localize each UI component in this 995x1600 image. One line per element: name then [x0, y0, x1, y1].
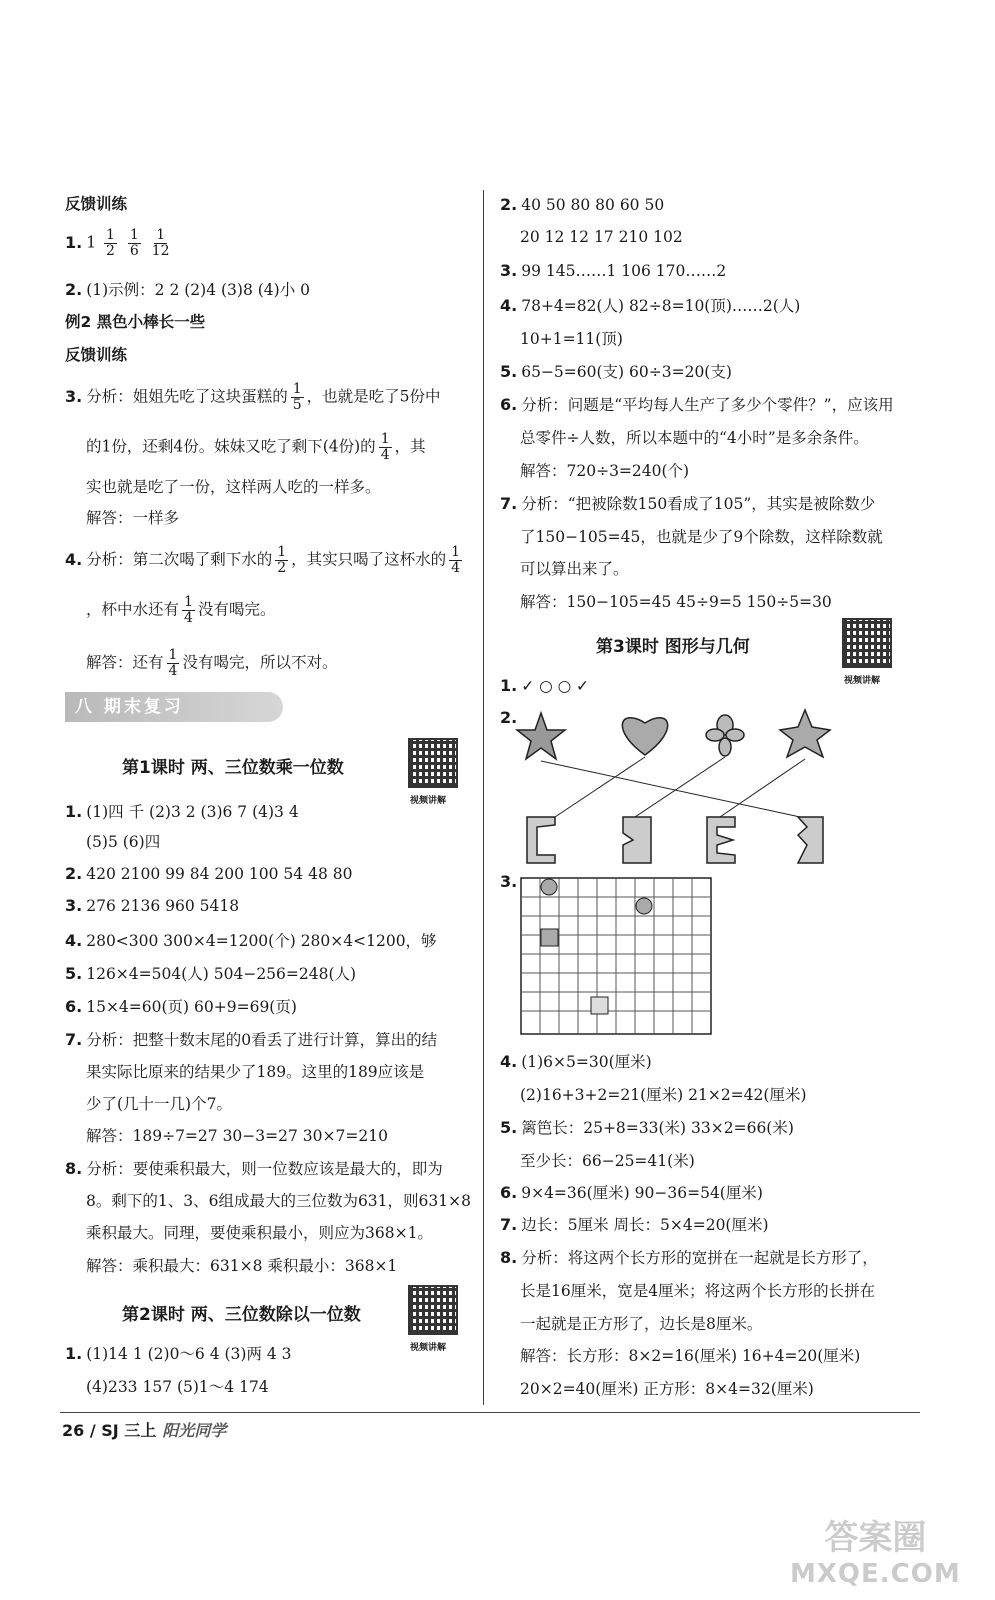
leaf-shape [780, 710, 830, 757]
q1-line [65, 228, 173, 259]
fraction: $\frac{1}{12}$ [151, 227, 170, 259]
g-q5: 5. 篱笆长：25+8=33(米) 33×2=66(米) [500, 1118, 794, 1137]
half-shape-2 [623, 817, 651, 863]
g-q5b: 至少长：66−25=41(米) [520, 1152, 695, 1170]
r-q4: 4. 78+4=82(人) 82÷8=10(顶)……2(人) [500, 296, 801, 315]
q2-line: 2. (1)示例：2 2 (2)4 (3)8 (4)小 0 [65, 280, 310, 299]
l1-q7-answer: 解答：189÷7=27 30−3=27 30×7=210 [86, 1127, 388, 1145]
grid-figure [520, 877, 712, 1035]
fraction: $\frac{1}{6}$ [129, 227, 139, 259]
g-q8-answer2: 20×2=40(厘米) 正方形：8×4=32(厘米) [520, 1380, 814, 1398]
star-shape [517, 713, 565, 759]
l1-q7b: 果实际比原来的结果少了189。这里的189应该是 [86, 1063, 425, 1081]
r-q7b: 了150−105=45，也就是少了9个除数，这样除数就 [520, 528, 883, 546]
r-q2: 2. 40 50 80 80 60 50 [500, 195, 665, 214]
q4-line2: ，杯中水还有 $\frac{1}{4}$ 没有喝完。 [86, 594, 276, 626]
r-q7c: 可以算出来了。 [520, 560, 629, 578]
lesson2-title: 第2课时 两、三位数除以一位数 [122, 1305, 361, 1325]
grid-square-2 [591, 997, 608, 1014]
q3-line1: 3. 分析：姐姐先吃了这块蛋糕的 $\frac{1}{5}$ ，也就是吃了5份中 [65, 381, 441, 413]
qr-code-icon[interactable] [408, 738, 458, 788]
heart-shape [622, 718, 667, 755]
grid-square-1 [541, 929, 558, 946]
lesson1-title: 第1课时 两、三位数乘一位数 [122, 758, 344, 778]
feedback-heading: 反馈训练 [65, 195, 128, 213]
q3-answer: 解答：一样多 [86, 509, 180, 527]
qr-label: 视频讲解 [410, 796, 447, 806]
grid-circle-1 [541, 879, 557, 895]
review-banner: 八 期末复习 [65, 692, 283, 722]
half-shape-4 [798, 817, 823, 863]
qr-label: 视频讲解 [410, 1343, 447, 1353]
qr-label: 视频讲解 [844, 676, 881, 686]
watermark: 答案圈 MXQE.COM [790, 1518, 961, 1589]
g-q1: 1. ✓ ○ ○ ✓ [500, 676, 590, 695]
l1-q5: 5. 126×4=504(人) 504−256=248(人) [65, 964, 357, 983]
lesson3-title: 第3课时 图形与几何 [596, 637, 750, 657]
footer-rule [60, 1412, 920, 1413]
r-q4b: 10+1=11(顶) [520, 330, 623, 348]
page-footer [62, 1418, 226, 1441]
l2-q1: 1. (1)14 1 (2)0～6 4 (3)两 4 3 [65, 1344, 292, 1363]
l1-q2: 2. 420 2100 99 84 200 100 54 48 80 [65, 864, 353, 883]
q4-line1: 4. 分析：第二次喝了剩下水的 $\frac{1}{2}$ ，其实只喝了这杯水的 $\frac{1}{4}$ [65, 544, 461, 576]
l1-q8c: 乘积最大。同理，要使乘积最小，则应为368×1。 [86, 1224, 433, 1242]
r-q6b: 总零件÷人数，所以本题中的“4小时”是多余条件。 [520, 429, 869, 447]
g-q4b: (2)16+3+2=21(厘米) 21×2=42(厘米) [520, 1086, 807, 1104]
l1-q7c: 少了(几十一几)个7。 [86, 1095, 232, 1113]
q3-line2: 的1份，还剩4份。妹妹又吃了剩下(4份)的 $\frac{1}{4}$ ，其 [86, 431, 426, 463]
l2-q1b: (4)233 157 (5)1～4 174 [86, 1378, 269, 1396]
g-q8: 8. 分析：将这两个长方形的宽拼在一起就是长方形了， [500, 1248, 878, 1267]
l1-q8-answer: 解答：乘积最大：631×8 乘积最小：368×1 [86, 1257, 398, 1275]
l1-q8b: 8。剩下的1、3、6组成最大的三位数为631，则631×8 [86, 1192, 471, 1210]
q3-line3: 实也就是吃了一份，这样两人吃的一样多。 [86, 478, 381, 496]
g-q8b: 长是16厘米，宽是4厘米；将这两个长方形的长拼在 [520, 1282, 876, 1300]
q4-answer: 解答：还有 $\frac{1}{4}$ 没有喝完，所以不对。 [86, 647, 338, 679]
grid-circle-2 [636, 898, 652, 914]
l1-q6: 6. 15×4=60(页) 60+9=69(页) [65, 997, 297, 1016]
g-q8c: 一起就是正方形了，边长是8厘米。 [520, 1315, 763, 1333]
feedback-heading-2: 反馈训练 [65, 346, 128, 364]
g-q6: 6. 9×4=36(厘米) 90−36=54(厘米) [500, 1183, 763, 1202]
l1-q4: 4. 280<300 300×4=1200(个) 280×4<1200，够 [65, 931, 437, 950]
fraction: $\frac{1}{2}$ [106, 227, 115, 259]
brand-logo: 阳光同学 [162, 1421, 227, 1440]
r-q6: 6. 分析：问题是“平均每人生产了多少个零件？”，应该用 [500, 395, 894, 414]
r-q7: 7. 分析：“把被除数150看成了105”，其实是被除数少 [500, 494, 876, 513]
g-q3-number: 3. [500, 872, 518, 891]
half-shape-3 [707, 817, 735, 863]
q1-value: 1 [86, 233, 97, 252]
g-q2-number: 2. [500, 708, 518, 727]
r-q7-answer: 解答：150−105=45 45÷9=5 150÷5=30 [520, 593, 832, 611]
column-divider [483, 190, 484, 1405]
qr-code-icon[interactable] [842, 618, 892, 668]
l1-q1: 1. (1)四 千 (2)3 2 (3)6 7 (4)3 4 [65, 802, 299, 821]
page-number: 26 / SJ 三上 [62, 1421, 157, 1440]
g-q7: 7. 边长：5厘米 周长：5×4=20(厘米) [500, 1215, 769, 1234]
g-q8-answer: 解答：长方形：8×2=16(厘米) 16+4=20(厘米) [520, 1347, 861, 1365]
l1-q3: 3. 276 2136 960 5418 [65, 896, 240, 915]
r-q5: 5. 65−5=60(支) 60÷3=20(支) [500, 362, 732, 381]
flower-shape [706, 715, 744, 756]
half-shape-1 [527, 817, 555, 863]
r-q3: 3. 99 145……1 106 170……2 [500, 261, 727, 280]
r-q6-answer: 解答：720÷3=240(个) [520, 462, 690, 480]
shape-matching-figure [515, 705, 835, 865]
r-q2b: 20 12 12 17 210 102 [520, 228, 683, 246]
g-q4: 4. (1)6×5=30(厘米) [500, 1052, 652, 1071]
l1-q1b: (5)5 (6)四 [86, 833, 161, 851]
qr-code-icon[interactable] [408, 1285, 458, 1335]
q-number: 1. [65, 232, 83, 252]
example2: 例2 黑色小棒长一些 [65, 313, 206, 331]
l1-q7: 7. 分析：把整十数末尾的0看丢了进行计算，算出的结 [65, 1030, 438, 1049]
l1-q8: 8. 分析：要使乘积最大，则一位数应该是最大的，即为 [65, 1159, 443, 1178]
